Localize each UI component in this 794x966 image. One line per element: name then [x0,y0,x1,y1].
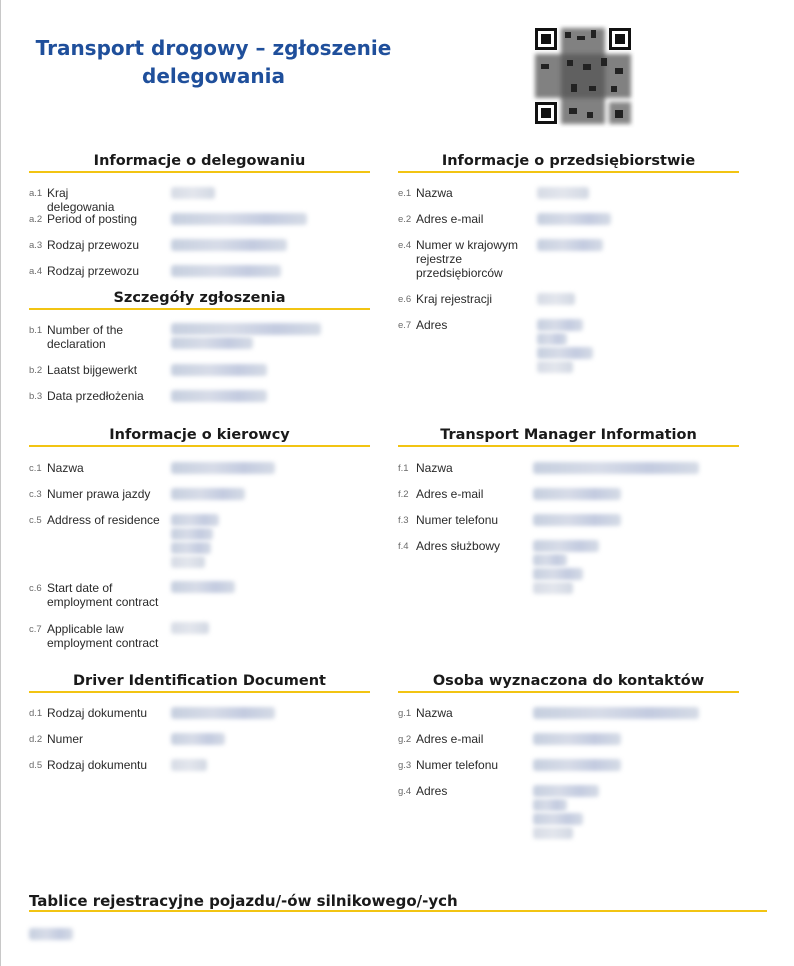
field-label: Kraj rejestracji [416,292,493,306]
section-driver-id-document [29,672,370,693]
field-label: Nazwa [416,186,453,200]
redacted-value [171,265,281,279]
field-label: Address of residence [47,513,160,527]
field-code: d.2 [29,734,43,745]
section-transport-manager [398,426,739,447]
redacted-value [533,488,621,502]
field-code: e.7 [398,320,412,331]
field-code: b.3 [29,391,43,402]
redacted-value [537,187,589,201]
field-code: d.5 [29,760,43,771]
field-label: Period of posting [47,212,138,226]
section-underline [398,445,739,447]
section-title: Driver Identification Document [73,673,326,689]
redacted-value [171,364,267,378]
redacted-value [171,462,275,476]
redacted-value [171,733,225,747]
field-label: Start date of employment contract [47,581,159,609]
redacted-value [537,293,575,307]
field-code: f.3 [398,515,409,526]
section-title: Osoba wyznaczona do kontaktów [432,673,705,689]
field-label: Rodzaj dokumentu [47,758,148,772]
redacted-value [171,514,219,570]
field-code: e.6 [398,294,412,305]
field-code: a.1 [29,188,43,199]
document-title-line1: Transport drogowy – zgłoszenie [35,36,392,60]
field-label: Adres e-mail [416,732,484,746]
field-label: Adres [416,784,448,798]
section-underline [398,171,739,173]
redacted-value [171,488,245,502]
section-title: Informacje o kierowcy [109,427,290,443]
field-code: b.2 [29,365,43,376]
field-label: Adres służbowy [416,539,501,553]
field-code: g.3 [398,760,412,771]
field-code: g.2 [398,734,412,745]
field-label: Applicable law employment contract [47,622,159,650]
redacted-value [537,319,593,375]
field-code: d.1 [29,708,43,719]
field-label: Adres [416,318,448,332]
field-code: f.1 [398,463,409,474]
redacted-value [171,213,307,227]
field-label: Kraj delegowania [47,186,115,214]
redacted-value [533,759,621,773]
field-label: Number of the declaration [47,323,124,351]
field-code: e.1 [398,188,412,199]
field-code: g.1 [398,708,412,719]
field-label: Nazwa [416,706,453,720]
redacted-value [537,239,603,253]
field-code: a.4 [29,266,43,277]
section-company-info [398,152,739,173]
redacted-value [533,540,599,596]
field-code: c.3 [29,489,42,500]
redacted-value [533,785,599,841]
redacted-value [171,707,275,721]
redacted-value [171,759,207,773]
field-code: c.1 [29,463,42,474]
section-underline [398,691,739,693]
field-label: Laatst bijgewerkt [47,363,138,377]
field-label: Data przedłożenia [47,389,144,403]
section-underline [29,445,370,447]
redacted-value [171,622,209,636]
field-label: Numer [47,732,84,746]
redacted-value [537,213,611,227]
qr-code-icon [531,24,635,128]
field-label: Numer w krajowym rejestrze przedsiębiorców [416,238,519,280]
section-underline [29,171,370,173]
field-label: Adres e-mail [416,212,484,226]
redacted-value [171,239,287,253]
field-label: Rodzaj przewozu [47,238,140,252]
section-title-license-plates: Tablice rejestracyjne pojazdu/-ów silnikowego/-ych [29,892,458,910]
section-title: Szczegóły zgłoszenia [113,290,286,306]
redacted-value [171,323,321,351]
redacted-value [533,707,699,721]
section-posting-info [29,152,370,173]
section-declaration-details [29,289,370,310]
redacted-value [533,514,621,528]
field-label: Numer telefonu [416,513,499,527]
field-label: Rodzaj dokumentu [47,706,148,720]
field-label: Rodzaj przewozu [47,264,140,278]
field-code: f.2 [398,489,409,500]
document-title [21,34,406,90]
redacted-value [171,390,267,404]
section-underline [29,910,767,912]
field-code: a.3 [29,240,43,251]
field-label: Numer prawa jazdy [47,487,151,501]
document-title-line2: delegowania [142,64,285,88]
section-contact-person [398,672,739,693]
redacted-value [533,462,699,476]
section-underline [29,691,370,693]
field-code: e.4 [398,240,412,251]
field-code: c.7 [29,624,42,635]
field-label: Numer telefonu [416,758,499,772]
section-title: Informacje o delegowaniu [93,153,306,169]
field-label: Adres e-mail [416,487,484,501]
redacted-value [171,187,215,201]
field-code: e.2 [398,214,412,225]
section-title: Informacje o przedsiębiorstwie [441,153,696,169]
section-driver-info [29,426,370,447]
field-label: Nazwa [416,461,453,475]
redacted-value [29,928,73,942]
field-label: Nazwa [47,461,84,475]
field-code: c.6 [29,583,42,594]
section-title: Transport Manager Information [440,427,697,443]
redacted-value [533,733,621,747]
field-code: g.4 [398,786,412,797]
section-underline [29,308,370,310]
field-code: b.1 [29,325,43,336]
field-code: c.5 [29,515,42,526]
field-code: f.4 [398,541,409,552]
field-code: a.2 [29,214,43,225]
redacted-value [171,581,235,595]
